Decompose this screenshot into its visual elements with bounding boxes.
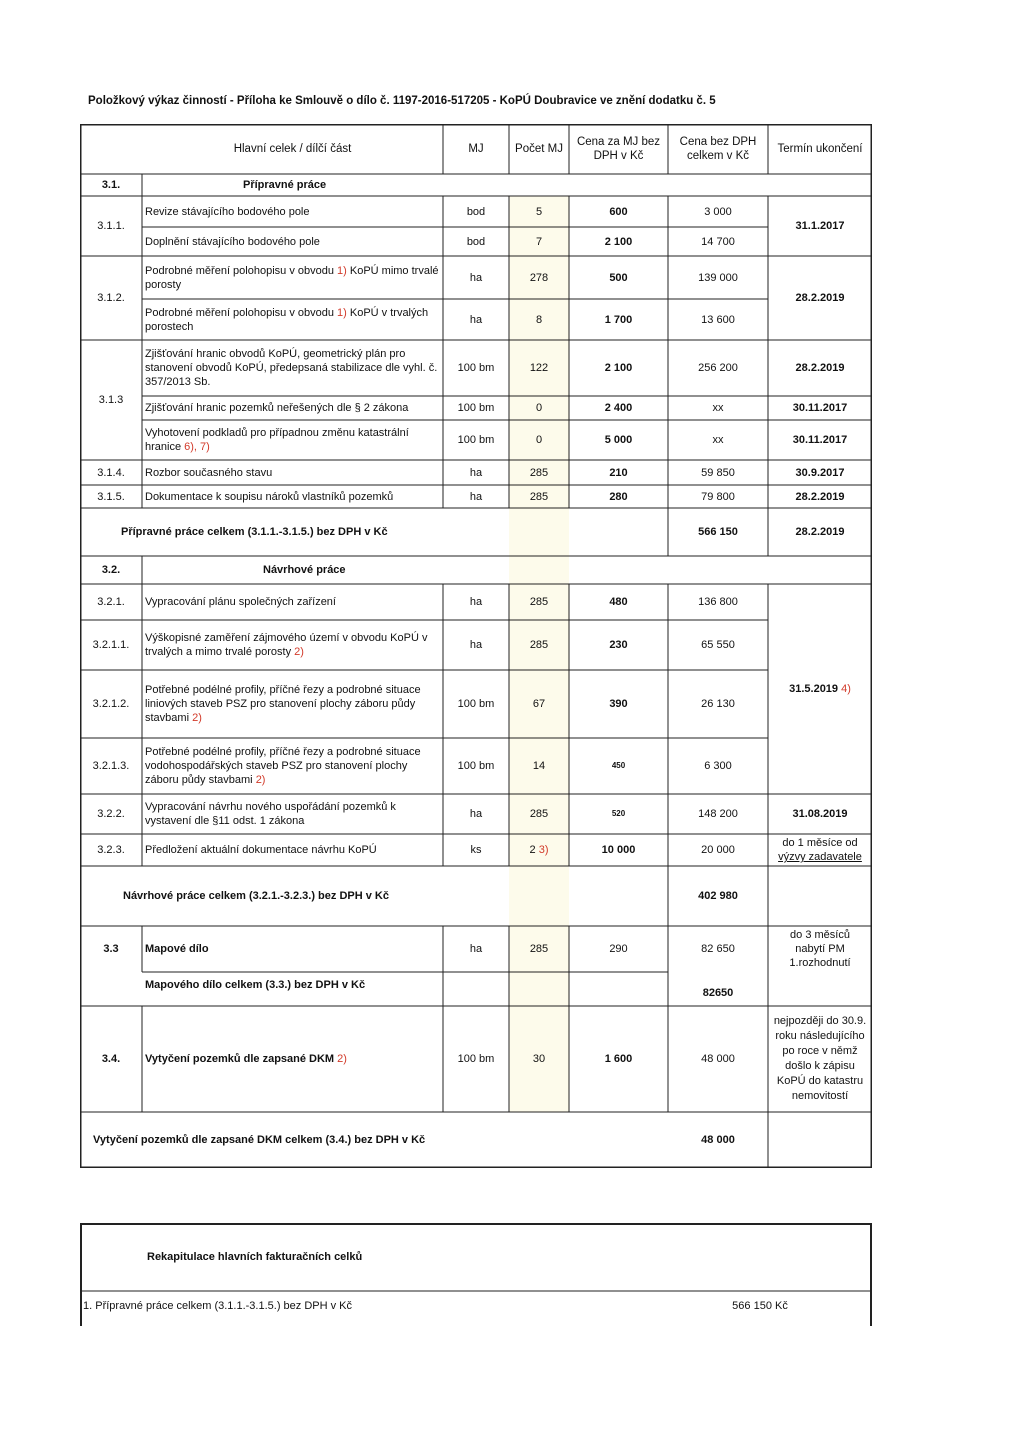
row-code: 3.1.2. (97, 292, 125, 304)
row-total-price: 6 300 (704, 760, 732, 772)
footnote-ref: 4) (841, 683, 851, 695)
row-unit-price: 600 (609, 205, 628, 218)
row-name: Zjišťování hranic obvodů KoPÚ, geometrický plán pro stanovení obvodů KoPÚ, předepsaná stabilizace dle vyhl. č. 357/2013 Sb. (145, 348, 438, 388)
row-deadline (768, 926, 872, 972)
row-name-text: Podrobné měření polohopisu v obvodu (145, 306, 334, 319)
recap-table (80, 1223, 872, 1326)
row-total-price: 256 200 (698, 362, 738, 374)
row-unit-price: 1 700 (604, 313, 633, 326)
row-total-price: 65 550 (701, 639, 735, 651)
row-code: 3.2.1. (97, 596, 125, 608)
row-count: 122 (529, 362, 549, 374)
section-code: 3.4. (101, 1053, 121, 1065)
section-code: 3.1. (101, 179, 121, 191)
header-deadline: Termín ukončení (777, 143, 863, 155)
row-unit-price: 290 (609, 943, 628, 955)
row-deadline-text: do 3 měsíců (790, 929, 850, 941)
row-code: 3.2.1.3. (92, 760, 130, 772)
document-title: Položkový výkaz činností - Příloha ke Smlouvě o dílo č. 1197-2016-517205 - KoPÚ Doubravice ve znění dodatku č. 5 (88, 95, 716, 107)
row-name-text: KoPÚ mimo trvalé porosty (145, 264, 439, 291)
row-total-price: 82 650 (701, 943, 735, 955)
row-mj: 100 bm (457, 362, 495, 374)
activity-table (80, 124, 872, 1168)
section-code: 3.2. (101, 564, 121, 576)
row-name: Dokumentace k soupisu nároků vlastníků pozemků (145, 490, 394, 503)
section-title: Přípravné práce (243, 179, 327, 191)
recap-title: Rekapitulace hlavních fakturačních celků (147, 1251, 363, 1263)
row-count: 285 (529, 596, 549, 608)
row-name: Mapové dílo (145, 943, 209, 955)
row-mj: ks (470, 844, 482, 856)
row-unit-price: 1 600 (604, 1053, 633, 1065)
row-name-text: Vyhotovení podkladů pro případnou změnu katastrální hranice (145, 427, 409, 453)
row-mj: ha (469, 943, 483, 955)
row-mj: ha (469, 808, 483, 820)
row-total-price: 48 000 (701, 1053, 735, 1065)
row-count: 285 (529, 943, 549, 955)
row-deadline-text: nabytí PM (795, 943, 845, 955)
row-mj: bod (466, 235, 486, 248)
row-deadline-text: výzvy zadavatele (778, 851, 862, 863)
row-deadline (768, 834, 872, 866)
row-mj: ha (469, 313, 483, 326)
recap-row-label: 1. Přípravné práce celkem (3.1.1.-3.1.5.) bez DPH v Kč (83, 1300, 353, 1312)
row-unit-price: 10 000 (601, 844, 636, 856)
row-code: 3.2.1.1. (92, 639, 130, 651)
row-total-price: 148 200 (698, 808, 738, 820)
row-name: Vypracování návrhu nového uspořádání pozemků k vystavení dle §11 odst. 1 zákona (145, 801, 396, 827)
footnote-ref: 2) (255, 774, 266, 786)
row-deadline: 28.2.2019 (795, 490, 845, 503)
row-total-price: 3 000 (704, 205, 732, 218)
row-mj: ha (469, 639, 483, 651)
row-name (142, 256, 443, 299)
row-count: 285 (529, 490, 549, 503)
header-total-price: Cena bez DPH celkem v Kč (679, 136, 757, 162)
row-name: Předložení aktuální dokumentace návrhu KoPÚ (145, 844, 377, 856)
row-count: 14 (532, 760, 546, 772)
row-deadline: 28.2.2019 (795, 292, 845, 304)
section-summary-label: Návrhové práce celkem (3.2.1.-3.2.3.) bez DPH v Kč (123, 890, 389, 902)
footnote-ref: 3) (538, 844, 549, 856)
section-title: Návrhové práce (263, 564, 346, 576)
row-count-text: 2 (529, 844, 536, 856)
section-summary-total: 566 150 (698, 526, 738, 538)
row-count: 5 (535, 205, 543, 218)
row-deadline-text: 1.rozhodnutí (789, 957, 851, 969)
row-code: 3.1.3 (98, 394, 124, 406)
row-name (142, 299, 443, 340)
section-summary-total: 402 980 (698, 890, 738, 902)
row-mj: ha (469, 271, 483, 284)
row-deadline: 31.08.2019 (792, 808, 848, 820)
row-count: 67 (532, 698, 546, 710)
row-unit-price: 450 (611, 761, 626, 770)
row-mj: 100 bm (457, 1053, 495, 1065)
row-deadline: 31.1.2017 (795, 220, 845, 232)
row-name: Zjišťování hranic pozemků neřešených dle § 2 zákona (145, 402, 409, 414)
row-code: 3.1.5. (97, 490, 125, 503)
row-count: 285 (529, 808, 549, 820)
header-count: Počet MJ (515, 143, 563, 155)
footnote-ref: 6), 7) (184, 441, 210, 453)
row-deadline: 30.11.2017 (792, 434, 848, 446)
section-summary-total: 82650 (702, 987, 734, 999)
row-deadline (768, 584, 872, 794)
header-mj: MJ (468, 143, 484, 155)
header-unit-price: Cena za MJ bez DPH v Kč (576, 136, 661, 162)
row-unit-price: 500 (609, 271, 628, 284)
row-name: Vypracování plánu společných zařízení (145, 596, 336, 608)
row-name-text: Výškopisné zaměření zájmového území v obvodu KoPÚ v trvalých a mimo trvalé porosty (145, 632, 428, 658)
row-total-price: 139 000 (698, 271, 738, 284)
header-name: Hlavní celek / dílčí část (233, 143, 352, 155)
row-count: 278 (529, 271, 549, 284)
row-deadline: nejpozději do 30.9. roku následujícího po roce v němž došlo k zápisu KoPÚ do katastru nemovitostí (773, 1015, 867, 1102)
footnote-ref: 2) (192, 712, 202, 724)
footnote-ref: 1) (337, 264, 347, 277)
row-deadline: 28.2.2019 (795, 362, 845, 374)
section-summary-total: 48 000 (701, 1134, 735, 1146)
row-mj: bod (466, 205, 486, 218)
row-code: 3.2.1.2. (92, 698, 130, 710)
row-deadline-text: 31.5.2019 (789, 683, 839, 695)
row-name (142, 738, 443, 794)
row-name-text: KoPÚ v trvalých porostech (145, 306, 429, 333)
row-unit-price: 2 100 (604, 362, 633, 374)
section-code: 3.3 (103, 943, 119, 955)
row-count: 0 (535, 402, 543, 414)
row-code: 3.1.4. (97, 466, 125, 479)
row-total-price: xx (712, 434, 724, 446)
row-mj: ha (469, 596, 483, 608)
row-count: 7 (535, 235, 543, 248)
row-total-price: 14 700 (701, 235, 735, 248)
row-name: Doplnění stávajícího bodového pole (145, 235, 320, 248)
row-unit-price: 2 100 (604, 235, 633, 248)
footnote-ref: 2) (294, 646, 304, 658)
row-name-text: Vytyčení pozemků dle zapsané DKM (145, 1053, 335, 1065)
row-unit-price: 390 (609, 698, 628, 710)
row-name-text: Potřebné podélné profily, příčné řezy a podrobné situace vodohospodářských staveb PSZ pro stanovení plochy záboru půdy stavbami (145, 746, 421, 786)
row-name: Rozbor současného stavu (145, 466, 273, 479)
row-name (142, 1006, 443, 1112)
row-mj: 100 bm (457, 402, 495, 414)
row-total-price: 59 850 (701, 466, 735, 479)
row-unit-price: 230 (609, 639, 628, 651)
row-count: 30 (532, 1053, 546, 1065)
row-total-price: 79 800 (701, 490, 735, 503)
row-unit-price: 480 (609, 596, 628, 608)
row-unit-price: 210 (609, 466, 628, 479)
section-summary-label: Mapového dílo celkem (3.3.) bez DPH v Kč (145, 979, 366, 991)
row-deadline-text: do 1 měsíce od (782, 837, 858, 849)
row-count: 0 (535, 434, 543, 446)
recap-row-value: 566 150 Kč (732, 1300, 788, 1312)
row-name: Revize stávajícího bodového pole (145, 205, 310, 218)
row-name (142, 620, 443, 670)
footnote-ref: 2) (337, 1053, 347, 1065)
row-code: 3.2.3. (97, 844, 125, 856)
row-count (509, 834, 569, 866)
row-count: 285 (529, 639, 549, 651)
row-name-text: Podrobné měření polohopisu v obvodu (145, 264, 334, 277)
row-unit-price: 280 (609, 490, 628, 503)
footnote-ref: 1) (337, 306, 347, 319)
row-total-price: xx (712, 402, 724, 414)
row-code: 3.1.1. (97, 220, 125, 232)
row-mj: ha (469, 490, 483, 503)
row-count: 285 (529, 466, 549, 479)
row-name (142, 670, 443, 738)
row-code: 3.2.2. (97, 808, 125, 820)
row-count: 8 (535, 313, 543, 326)
row-unit-price: 5 000 (604, 434, 633, 446)
row-deadline: 30.9.2017 (795, 466, 845, 479)
section-summary-deadline: 28.2.2019 (795, 526, 845, 538)
row-name (142, 420, 443, 460)
row-unit-price: 2 400 (604, 402, 633, 414)
row-mj: ha (469, 466, 483, 479)
section-summary-label: Vytyčení pozemků dle zapsané DKM celkem (3.4.) bez DPH v Kč (93, 1134, 426, 1146)
row-name-text: Potřebné podélné profily, příčné řezy a podrobné situace liniových staveb PSZ pro stanovení plochy záboru půdy stavbami (145, 684, 421, 724)
row-unit-price: 520 (611, 809, 626, 818)
row-mj: 100 bm (457, 760, 495, 772)
row-mj: 100 bm (457, 698, 495, 710)
row-total-price: 26 130 (701, 698, 735, 710)
row-mj: 100 bm (457, 434, 495, 446)
row-total-price: 136 800 (698, 596, 738, 608)
section-summary-label: Přípravné práce celkem (3.1.1.-3.1.5.) bez DPH v Kč (121, 526, 388, 538)
row-total-price: 20 000 (701, 844, 735, 856)
row-total-price: 13 600 (701, 313, 735, 326)
row-deadline: 30.11.2017 (792, 402, 848, 414)
